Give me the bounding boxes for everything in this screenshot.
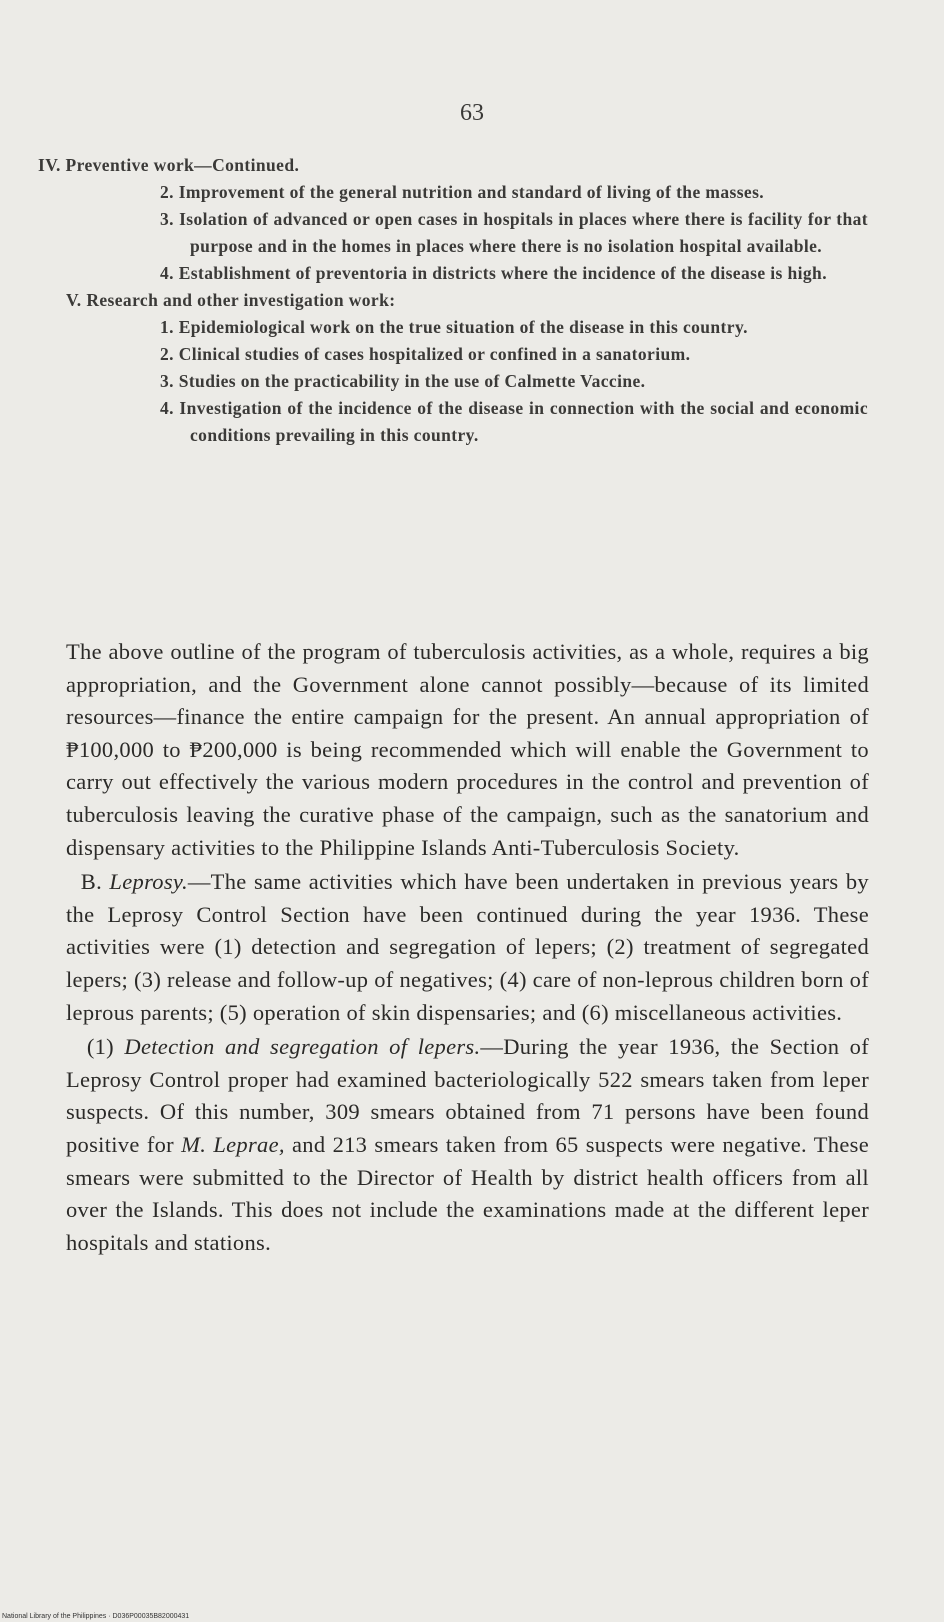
detection-lead: (1) bbox=[86, 1034, 125, 1060]
outline-item: 3. Studies on the practicability in the use of Calmette Vaccine. bbox=[160, 371, 646, 391]
program-outline bbox=[38, 152, 868, 449]
outline-item: 3. Isolation of advanced or open cases in hospitals in places where there is facility for that purpose and in the homes in places where there is no isolation hospital available. bbox=[160, 209, 868, 256]
m-leprae-term: M. Leprae, bbox=[181, 1131, 285, 1157]
leprosy-heading: Leprosy. bbox=[109, 869, 188, 895]
paragraph-detection bbox=[66, 1031, 869, 1259]
outline-item: 1. Epidemiological work on the true situation of the disease in this country. bbox=[160, 317, 748, 337]
page-number: 63 bbox=[460, 100, 484, 126]
outline-item: 2. Improvement of the general nutrition and standard of living of the masses. bbox=[160, 182, 765, 202]
section-iv-heading: IV. Preventive work—Continued. bbox=[38, 155, 300, 175]
outline-item: 2. Clinical studies of cases hospitalized or confined in a sanatorium. bbox=[160, 344, 691, 364]
outline-item: 4. Establishment of preventoria in districts where the incidence of the disease is high. bbox=[160, 263, 827, 283]
paragraph-leprosy bbox=[66, 866, 869, 1029]
section-v-heading: V. Research and other investigation work: bbox=[66, 290, 396, 310]
detection-text-b: and 213 smears taken from 65 suspects were negative. These smears were submitted to the Director of Health by district health officers from all over the Islands. This does not include the examinations made at the different leper hospitals and stations. bbox=[66, 1131, 869, 1255]
detection-text-a: —During the year 1936, the Section of Leprosy Control proper had examined bacteriologically 522 smears taken from leper suspects. Of this number, 309 smears obtained from 71 persons have been found positive for bbox=[66, 1034, 870, 1157]
body-text bbox=[66, 636, 869, 1259]
leprosy-lead: B. bbox=[80, 869, 110, 895]
scan-footer-note: National Library of the Philippines · D036P00035B82000431 bbox=[2, 1613, 190, 1620]
paragraph-tuberculosis-appropriation: The above outline of the program of tuberculosis activities, as a whole, requires a big appropriation, and the Government alone cannot possibly—because of its limited resources—finance the entire campaign for the present. An annual appropriation of ₱100,000 to ₱200,000 is being recommended which will enable the Government to carry out effectively the various modern procedures in the control and prevention of tuberculosis leaving the curative phase of the campaign, such as the sanatorium and dispensary activities to the Philippine Islands Anti-Tuberculosis Society. bbox=[66, 639, 869, 860]
outline-item: 4. Investigation of the incidence of the disease in connection with the social and economic conditions prevailing in this country. bbox=[160, 398, 868, 445]
detection-heading: Detection and segregation of lepers. bbox=[124, 1034, 481, 1060]
leprosy-text: —The same activities which have been undertaken in previous years by the Leprosy Control Section have been continued during the year 1936. These activities were (1) detection and segregation of lepers; (2) treatment of segregated lepers; (3) release and follow-up of negatives; (4) care of non-leprous children born of leprous parents; (5) operation of skin dispensaries; and (6) miscellaneous activities. bbox=[66, 869, 869, 1025]
